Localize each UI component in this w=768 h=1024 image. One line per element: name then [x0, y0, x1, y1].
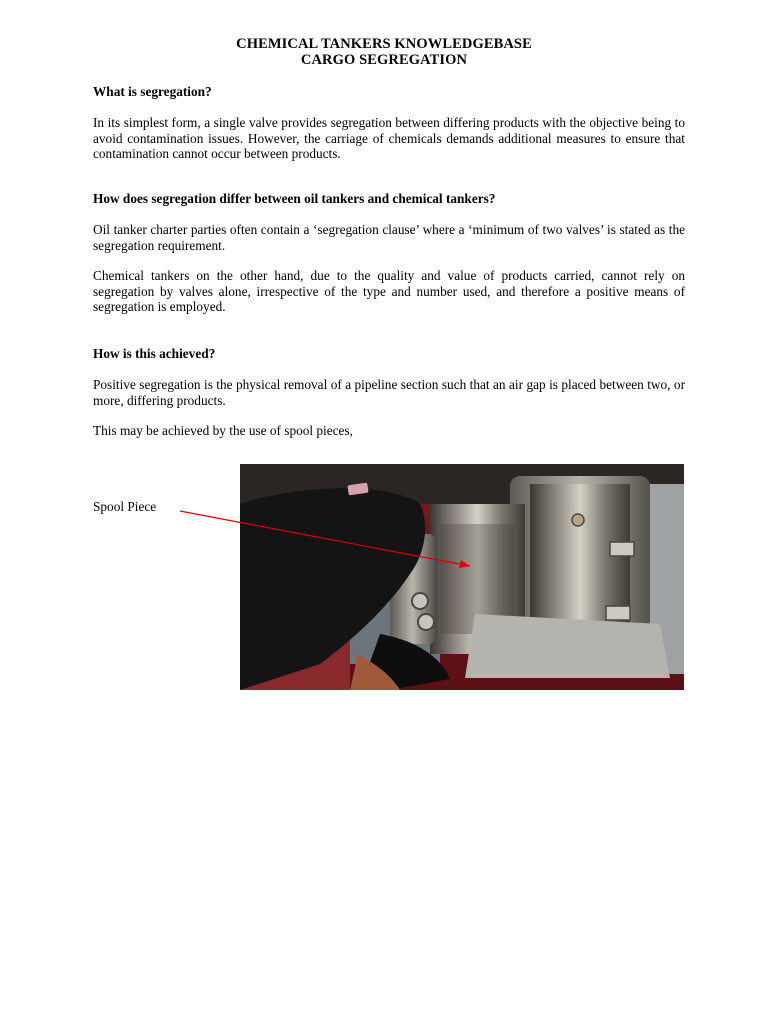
paragraph: This may be achieved by the use of spool pieces,	[93, 423, 353, 438]
paragraph: Oil tanker charter parties often contain a ‘segregation clause’ where a ‘minimum of two valves’ is stated as the segregation requirement.	[93, 222, 685, 253]
paragraph: Positive segregation is the physical removal of a pipeline section such that an air gap is placed between two, or more, differing products.	[93, 377, 685, 408]
section-heading: How is this achieved?	[93, 346, 216, 361]
section-heading: What is segregation?	[93, 84, 212, 99]
document-subtitle: CARGO SEGREGATION	[300, 52, 468, 68]
document-title: CHEMICAL TANKERS KNOWLEDGEBASE	[236, 36, 532, 52]
spool-piece-photo	[240, 464, 684, 690]
paragraph: Chemical tankers on the other hand, due to the quality and value of products carried, cannot rely on segregation by valves alone, irrespective of the type and number used, and therefore a positive means of segregation is employed.	[93, 268, 685, 314]
paragraph: In its simplest form, a single valve provides segregation between differing products with the objective being to avoid contamination issues. However, the carriage of chemicals demands additional measures to ensure that contamination cannot occur between products.	[93, 115, 685, 161]
section-heading: How does segregation differ between oil tankers and chemical tankers?	[93, 191, 496, 206]
figure-label: Spool Piece	[93, 499, 157, 514]
